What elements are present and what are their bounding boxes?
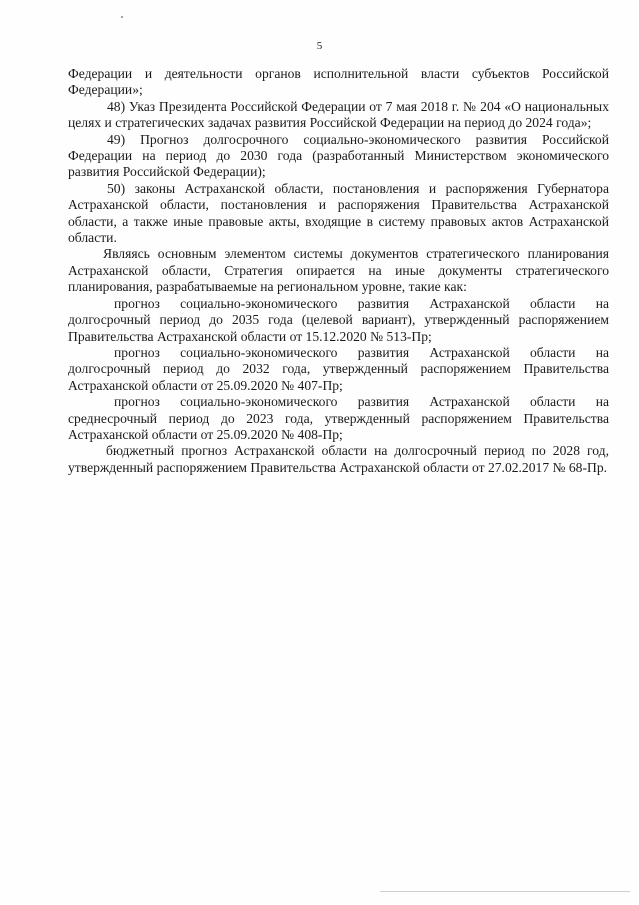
scan-artifact <box>121 16 123 18</box>
paragraph-9: бюджетный прогноз Астраханской области на долгосрочный период по 2028 год, утвержденный распоряжением Правительства Астраханской области от 27.02.2017 № 68-Пр. <box>68 443 609 475</box>
paragraph-1: Федерации и деятельности органов исполнительной власти субъектов Российской Федерации»; <box>68 66 609 98</box>
paragraph-4: 50) законы Астраханской области, постановления и распоряжения Губернатора Астраханской области, постановления и распоряжения Правительства Астраханской области, а также иные правовые акты, входящие в систему правовых актов Астраханской области. <box>68 180 609 246</box>
page-number: 5 <box>316 40 323 52</box>
paragraph-8: прогноз социально-экономического развития Астраханской области на среднесрочный период до 2023 года, утвержденный распоряжением Правительства Астраханской области от 25.09.2020 № 408-Пр; <box>68 394 609 442</box>
paragraph-7: прогноз социально-экономического развития Астраханской области на долгосрочный период до 2032 года, утвержденный распоряжением Правительства Астраханской области от 25.09.2020 № 407-Пр; <box>68 344 609 393</box>
paragraph-3: 49) Прогноз долгосрочного социально-экономического развития Российской Федерации на период до 2030 года (разработанный Министерством экономического развития Российской Федерации); <box>68 131 609 180</box>
page-body <box>68 66 609 476</box>
paragraph-5: Являясь основным элементом системы документов стратегического планирования Астраханской области, Стратегия опирается на иные документы стратегического планирования, разрабатываемые на региональном уровне, такие как: <box>68 246 609 295</box>
paragraph-2: 48) Указ Президента Российской Федерации от 7 мая 2018 г. № 204 «О национальных целях и стратегических задачах развития Российской Федерации на период до 2024 года»; <box>68 98 609 131</box>
paragraph-6: прогноз социально-экономического развития Астраханской области на долгосрочный период до 2035 года (целевой вариант), утвержденный распоряжением Правительства Астраханской области от 15.12.2020 № 513-Пр; <box>68 295 609 344</box>
scan-edge-line <box>380 891 630 892</box>
